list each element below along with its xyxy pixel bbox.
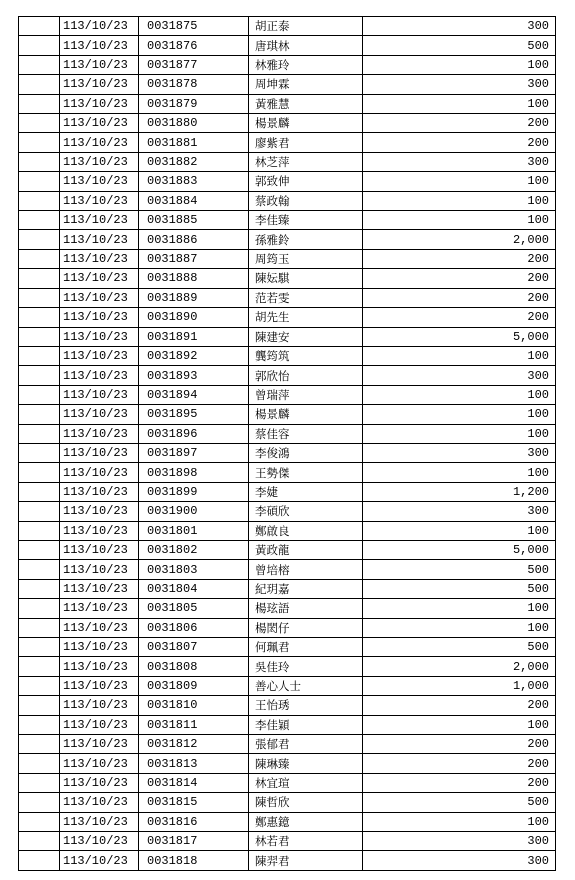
table-row [19,172,556,191]
date-cell: 113/10/23 [60,36,139,55]
donor-name-cell: 陳琳臻 [249,754,363,773]
amount-cell: 100 [363,346,556,365]
receipt-number-cell: 0031892 [139,346,249,365]
receipt-number-cell: 0031801 [139,521,249,540]
row-index-cell [19,638,60,657]
amount-cell: 100 [363,424,556,443]
row-index-cell [19,812,60,831]
receipt-number-cell: 0031880 [139,114,249,133]
table-row [19,191,556,210]
donor-name-cell: 林芝萍 [249,152,363,171]
receipt-number-cell: 0031818 [139,851,249,871]
row-index-cell [19,308,60,327]
amount-cell: 1,000 [363,676,556,695]
donor-name-cell: 范若雯 [249,288,363,307]
date-cell: 113/10/23 [60,327,139,346]
amount-cell: 300 [363,832,556,851]
table-row [19,521,556,540]
row-index-cell [19,696,60,715]
table-row [19,773,556,792]
donor-name-cell: 陳羿君 [249,851,363,871]
date-cell: 113/10/23 [60,55,139,74]
receipt-number-cell: 0031810 [139,696,249,715]
receipt-number-cell: 0031878 [139,75,249,94]
donor-name-cell: 李俊鴻 [249,443,363,462]
receipt-number-cell: 0031803 [139,560,249,579]
table-row [19,75,556,94]
receipt-number-cell: 0031895 [139,405,249,424]
donor-name-cell: 李佳穎 [249,715,363,734]
table-row [19,17,556,36]
row-index-cell [19,55,60,74]
amount-cell: 200 [363,288,556,307]
amount-cell: 500 [363,560,556,579]
receipt-number-cell: 0031894 [139,385,249,404]
receipt-number-cell: 0031879 [139,94,249,113]
table-row [19,405,556,424]
donor-name-cell: 林雅玲 [249,55,363,74]
date-cell: 113/10/23 [60,696,139,715]
donor-name-cell: 曾培榕 [249,560,363,579]
amount-cell: 100 [363,618,556,637]
row-index-cell [19,366,60,385]
date-cell: 113/10/23 [60,114,139,133]
table-row [19,560,556,579]
row-index-cell [19,851,60,871]
amount-cell: 200 [363,308,556,327]
table-row [19,443,556,462]
amount-cell: 200 [363,696,556,715]
amount-cell: 300 [363,17,556,36]
receipt-number-cell: 0031883 [139,172,249,191]
amount-cell: 200 [363,114,556,133]
donor-name-cell: 胡正泰 [249,17,363,36]
row-index-cell [19,152,60,171]
receipt-number-cell: 0031809 [139,676,249,695]
date-cell: 113/10/23 [60,579,139,598]
amount-cell: 500 [363,638,556,657]
receipt-number-cell: 0031812 [139,735,249,754]
amount-cell: 2,000 [363,230,556,249]
row-index-cell [19,715,60,734]
donor-name-cell: 周筠玉 [249,249,363,268]
amount-cell: 300 [363,443,556,462]
ledger-body [19,17,556,871]
table-row [19,599,556,618]
donor-name-cell: 郭欣怡 [249,366,363,385]
row-index-cell [19,540,60,559]
table-row [19,657,556,676]
date-cell: 113/10/23 [60,385,139,404]
row-index-cell [19,75,60,94]
donor-name-cell: 楊景麟 [249,114,363,133]
donor-name-cell: 李婕 [249,482,363,501]
table-row [19,735,556,754]
amount-cell: 100 [363,599,556,618]
amount-cell: 200 [363,754,556,773]
receipt-number-cell: 0031813 [139,754,249,773]
donor-name-cell: 善心人士 [249,676,363,695]
receipt-number-cell: 0031887 [139,249,249,268]
donor-name-cell: 楊閎仔 [249,618,363,637]
date-cell: 113/10/23 [60,94,139,113]
row-index-cell [19,443,60,462]
row-index-cell [19,94,60,113]
amount-cell: 300 [363,152,556,171]
table-row [19,463,556,482]
date-cell: 113/10/23 [60,502,139,521]
table-row [19,211,556,230]
amount-cell: 100 [363,385,556,404]
date-cell: 113/10/23 [60,560,139,579]
receipt-number-cell: 0031885 [139,211,249,230]
row-index-cell [19,405,60,424]
donor-name-cell: 楊景麟 [249,405,363,424]
receipt-number-cell: 0031881 [139,133,249,152]
row-index-cell [19,17,60,36]
date-cell: 113/10/23 [60,211,139,230]
table-row [19,754,556,773]
donor-name-cell: 蔡佳容 [249,424,363,443]
receipt-number-cell: 0031802 [139,540,249,559]
donor-name-cell: 李碩欣 [249,502,363,521]
amount-cell: 300 [363,502,556,521]
amount-cell: 100 [363,521,556,540]
date-cell: 113/10/23 [60,366,139,385]
donor-name-cell: 唐琪林 [249,36,363,55]
amount-cell: 200 [363,735,556,754]
donor-name-cell: 黃雅慧 [249,94,363,113]
amount-cell: 200 [363,773,556,792]
date-cell: 113/10/23 [60,172,139,191]
receipt-number-cell: 0031896 [139,424,249,443]
receipt-number-cell: 0031889 [139,288,249,307]
date-cell: 113/10/23 [60,482,139,501]
row-index-cell [19,676,60,695]
amount-cell: 100 [363,191,556,210]
receipt-number-cell: 0031817 [139,832,249,851]
row-index-cell [19,502,60,521]
table-row [19,366,556,385]
table-row [19,230,556,249]
table-row [19,36,556,55]
amount-cell: 5,000 [363,540,556,559]
amount-cell: 300 [363,366,556,385]
row-index-cell [19,735,60,754]
donor-name-cell: 李佳臻 [249,211,363,230]
amount-cell: 500 [363,579,556,598]
amount-cell: 200 [363,249,556,268]
donor-name-cell: 吳佳玲 [249,657,363,676]
date-cell: 113/10/23 [60,773,139,792]
table-row [19,424,556,443]
row-index-cell [19,773,60,792]
table-row [19,715,556,734]
row-index-cell [19,288,60,307]
date-cell: 113/10/23 [60,230,139,249]
amount-cell: 100 [363,715,556,734]
date-cell: 113/10/23 [60,599,139,618]
row-index-cell [19,463,60,482]
amount-cell: 200 [363,269,556,288]
amount-cell: 500 [363,36,556,55]
table-row [19,288,556,307]
date-cell: 113/10/23 [60,851,139,871]
date-cell: 113/10/23 [60,443,139,462]
table-row [19,269,556,288]
amount-cell: 2,000 [363,657,556,676]
table-row [19,676,556,695]
row-index-cell [19,191,60,210]
table-row [19,308,556,327]
receipt-number-cell: 0031890 [139,308,249,327]
donor-name-cell: 孫雅鈴 [249,230,363,249]
date-cell: 113/10/23 [60,191,139,210]
date-cell: 113/10/23 [60,521,139,540]
receipt-number-cell: 0031814 [139,773,249,792]
date-cell: 113/10/23 [60,152,139,171]
date-cell: 113/10/23 [60,424,139,443]
receipt-number-cell: 0031811 [139,715,249,734]
row-index-cell [19,114,60,133]
donor-name-cell: 張郁君 [249,735,363,754]
row-index-cell [19,521,60,540]
receipt-number-cell: 0031875 [139,17,249,36]
donor-name-cell: 紀玥嘉 [249,579,363,598]
date-cell: 113/10/23 [60,618,139,637]
amount-cell: 100 [363,55,556,74]
date-cell: 113/10/23 [60,133,139,152]
date-cell: 113/10/23 [60,676,139,695]
amount-cell: 100 [363,94,556,113]
row-index-cell [19,249,60,268]
donor-name-cell: 楊玹語 [249,599,363,618]
date-cell: 113/10/23 [60,812,139,831]
donor-name-cell: 蔡政翰 [249,191,363,210]
table-row [19,94,556,113]
row-index-cell [19,172,60,191]
receipt-number-cell: 0031805 [139,599,249,618]
receipt-number-cell: 0031888 [139,269,249,288]
receipt-number-cell: 0031806 [139,618,249,637]
table-row [19,385,556,404]
amount-cell: 300 [363,851,556,871]
receipt-number-cell: 0031891 [139,327,249,346]
receipt-number-cell: 0031898 [139,463,249,482]
date-cell: 113/10/23 [60,638,139,657]
row-index-cell [19,560,60,579]
donor-name-cell: 郭致伸 [249,172,363,191]
table-row [19,249,556,268]
amount-cell: 100 [363,463,556,482]
receipt-number-cell: 0031877 [139,55,249,74]
row-index-cell [19,385,60,404]
amount-cell: 100 [363,405,556,424]
date-cell: 113/10/23 [60,754,139,773]
donor-name-cell: 陳哲欣 [249,793,363,812]
receipt-number-cell: 0031808 [139,657,249,676]
row-index-cell [19,230,60,249]
donor-name-cell: 周坤霖 [249,75,363,94]
date-cell: 113/10/23 [60,463,139,482]
amount-cell: 300 [363,75,556,94]
date-cell: 113/10/23 [60,793,139,812]
table-row [19,851,556,871]
amount-cell: 200 [363,133,556,152]
date-cell: 113/10/23 [60,715,139,734]
row-index-cell [19,657,60,676]
row-index-cell [19,618,60,637]
table-row [19,696,556,715]
table-row [19,133,556,152]
amount-cell: 500 [363,793,556,812]
date-cell: 113/10/23 [60,17,139,36]
table-row [19,579,556,598]
row-index-cell [19,327,60,346]
table-row [19,832,556,851]
donor-name-cell: 何珮君 [249,638,363,657]
donor-name-cell: 林宜瑄 [249,773,363,792]
receipt-number-cell: 0031882 [139,152,249,171]
table-row [19,793,556,812]
date-cell: 113/10/23 [60,657,139,676]
date-cell: 113/10/23 [60,308,139,327]
donor-name-cell: 曾瑞萍 [249,385,363,404]
date-cell: 113/10/23 [60,832,139,851]
table-row [19,152,556,171]
donor-name-cell: 黃政龍 [249,540,363,559]
table-row [19,114,556,133]
date-cell: 113/10/23 [60,735,139,754]
row-index-cell [19,346,60,365]
row-index-cell [19,599,60,618]
amount-cell: 100 [363,211,556,230]
row-index-cell [19,832,60,851]
table-row [19,540,556,559]
receipt-number-cell: 0031804 [139,579,249,598]
donor-name-cell: 陳建安 [249,327,363,346]
date-cell: 113/10/23 [60,249,139,268]
row-index-cell [19,424,60,443]
receipt-number-cell: 0031807 [139,638,249,657]
table-row [19,327,556,346]
table-row [19,55,556,74]
date-cell: 113/10/23 [60,540,139,559]
receipt-number-cell: 0031884 [139,191,249,210]
date-cell: 113/10/23 [60,288,139,307]
table-row [19,638,556,657]
donor-name-cell: 陳妘騏 [249,269,363,288]
amount-cell: 100 [363,172,556,191]
donor-name-cell: 王勢傑 [249,463,363,482]
amount-cell: 5,000 [363,327,556,346]
receipt-number-cell: 0031900 [139,502,249,521]
row-index-cell [19,269,60,288]
row-index-cell [19,133,60,152]
date-cell: 113/10/23 [60,75,139,94]
receipt-number-cell: 0031897 [139,443,249,462]
receipt-number-cell: 0031893 [139,366,249,385]
receipt-number-cell: 0031899 [139,482,249,501]
amount-cell: 1,200 [363,482,556,501]
donation-ledger-table [18,16,556,871]
table-row [19,346,556,365]
receipt-number-cell: 0031815 [139,793,249,812]
receipt-number-cell: 0031886 [139,230,249,249]
row-index-cell [19,793,60,812]
table-row [19,502,556,521]
donor-name-cell: 鄭啟良 [249,521,363,540]
date-cell: 113/10/23 [60,269,139,288]
table-row [19,812,556,831]
donor-name-cell: 廖紫君 [249,133,363,152]
row-index-cell [19,579,60,598]
date-cell: 113/10/23 [60,346,139,365]
row-index-cell [19,754,60,773]
row-index-cell [19,482,60,501]
donor-name-cell: 林若君 [249,832,363,851]
row-index-cell [19,211,60,230]
donor-name-cell: 龔筠筑 [249,346,363,365]
receipt-number-cell: 0031816 [139,812,249,831]
table-row [19,618,556,637]
row-index-cell [19,36,60,55]
donor-name-cell: 鄭惠鐿 [249,812,363,831]
receipt-number-cell: 0031876 [139,36,249,55]
table-row [19,482,556,501]
amount-cell: 100 [363,812,556,831]
donor-name-cell: 王怡琇 [249,696,363,715]
date-cell: 113/10/23 [60,405,139,424]
donor-name-cell: 胡先生 [249,308,363,327]
